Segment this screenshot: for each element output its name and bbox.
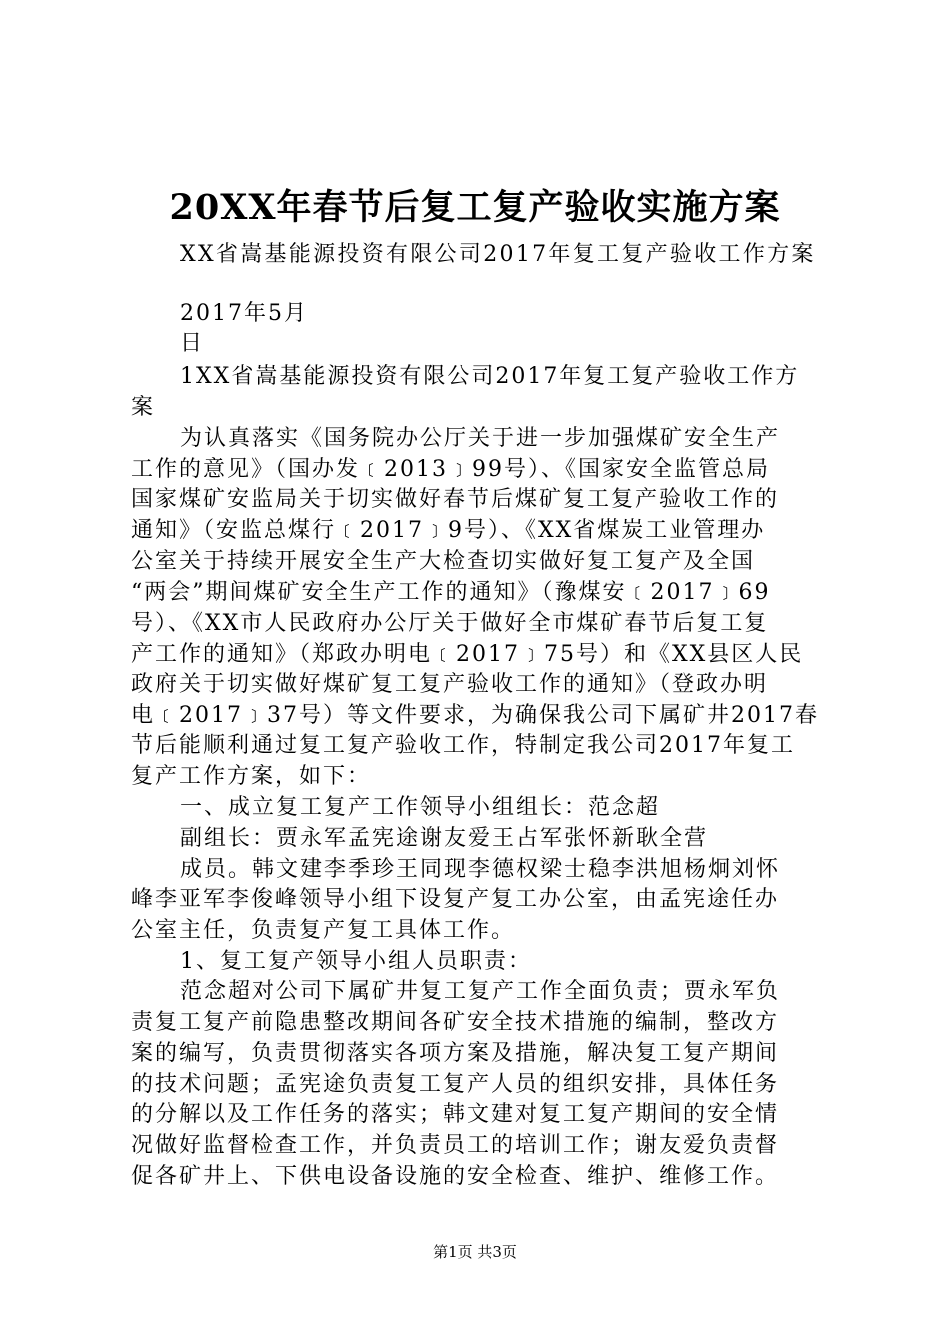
body-line: 为认真落实《国务院办公厅关于进一步加强煤矿安全生产	[180, 426, 781, 451]
document-title: 20XX年春节后复工复产验收实施方案	[169, 187, 781, 228]
body-line: 电﹝2017﹞37号）等文件要求，为确保我公司下属矿井2017春	[131, 703, 819, 728]
date-line: 2017年5月	[180, 301, 308, 326]
body-line: 责复工复产前隐患整改期间各矿安全技术措施的编制，整改方	[131, 1010, 780, 1035]
body-line: 政府关于切实做好煤矿复工复产验收工作的通知》（登政办明	[131, 672, 769, 697]
heading-line: 1XX省嵩基能源投资有限公司2017年复工复产验收工作方	[180, 364, 800, 389]
subsection-heading: 1、复工复产领导小组人员职责：	[180, 949, 532, 974]
body-line: 的分解以及工作任务的落实；韩文建对复工复产期间的安全情	[131, 1102, 780, 1127]
body-line: 的技术问题；孟宪途负责复工复产人员的组织安排，具体任务	[131, 1072, 780, 1097]
page-footer: 第1页 共3页	[433, 1243, 517, 1261]
heading-line-cont: 案	[131, 395, 156, 420]
body-line: 况做好监督检查工作，并负责员工的培训工作；谢友爱负责督	[131, 1133, 780, 1158]
body-line: 公室主任，负责复产复工具体工作。	[131, 918, 516, 943]
body-line: 复产工作方案，如下：	[131, 764, 372, 789]
body-line: 节后能顺利通过复工复产验收工作，特制定我公司2017年复工	[131, 733, 795, 758]
body-line: 案的编写，负责贯彻落实各项方案及措施，解决复工复产期间	[131, 1041, 780, 1066]
section-heading: 一、成立复工复产工作领导小组组长：范念超	[180, 795, 661, 820]
body-line: 通知》（安监总煤行﹝2017﹞9号）、《XX省煤炭工业管理办	[131, 518, 766, 543]
body-line: 成员。韩文建李季珍王同现李德权梁士稳李洪旭杨炯刘怀	[180, 857, 781, 882]
body-line: 副组长：贾永军孟宪途谢友爱王占军张怀新耿全营	[180, 826, 709, 851]
body-line: 工作的意见》（国办发﹝2013﹞99号）、《国家安全监管总局	[131, 457, 770, 482]
body-line: 公室关于持续开展安全生产大检查切实做好复工复产及全国	[131, 549, 756, 574]
body-line: 号）、《XX市人民政府办公厅关于做好全市煤矿春节后复工复	[131, 611, 769, 636]
body-line: 范念超对公司下属矿井复工复产工作全面负责；贾永军负	[180, 979, 781, 1004]
body-line: 促各矿井上、下供电设备设施的安全检查、维护、维修工作。	[131, 1164, 780, 1189]
body-line: “两会”期间煤矿安全生产工作的通知》（豫煤安﹝2017﹞69	[131, 580, 771, 605]
body-line: 国家煤矿安监局关于切实做好春节后煤矿复工复产验收工作的	[131, 487, 780, 512]
date-day: 日	[180, 331, 205, 356]
document-subtitle: XX省嵩基能源投资有限公司2017年复工复产验收工作方案	[180, 242, 816, 267]
body-line: 产工作的通知》（郑政办明电﹝2017﹞75号）和《XX县区人民	[131, 642, 804, 667]
body-line: 峰李亚军李俊峰领导小组下设复产复工办公室，由孟宪途任办	[131, 887, 780, 912]
